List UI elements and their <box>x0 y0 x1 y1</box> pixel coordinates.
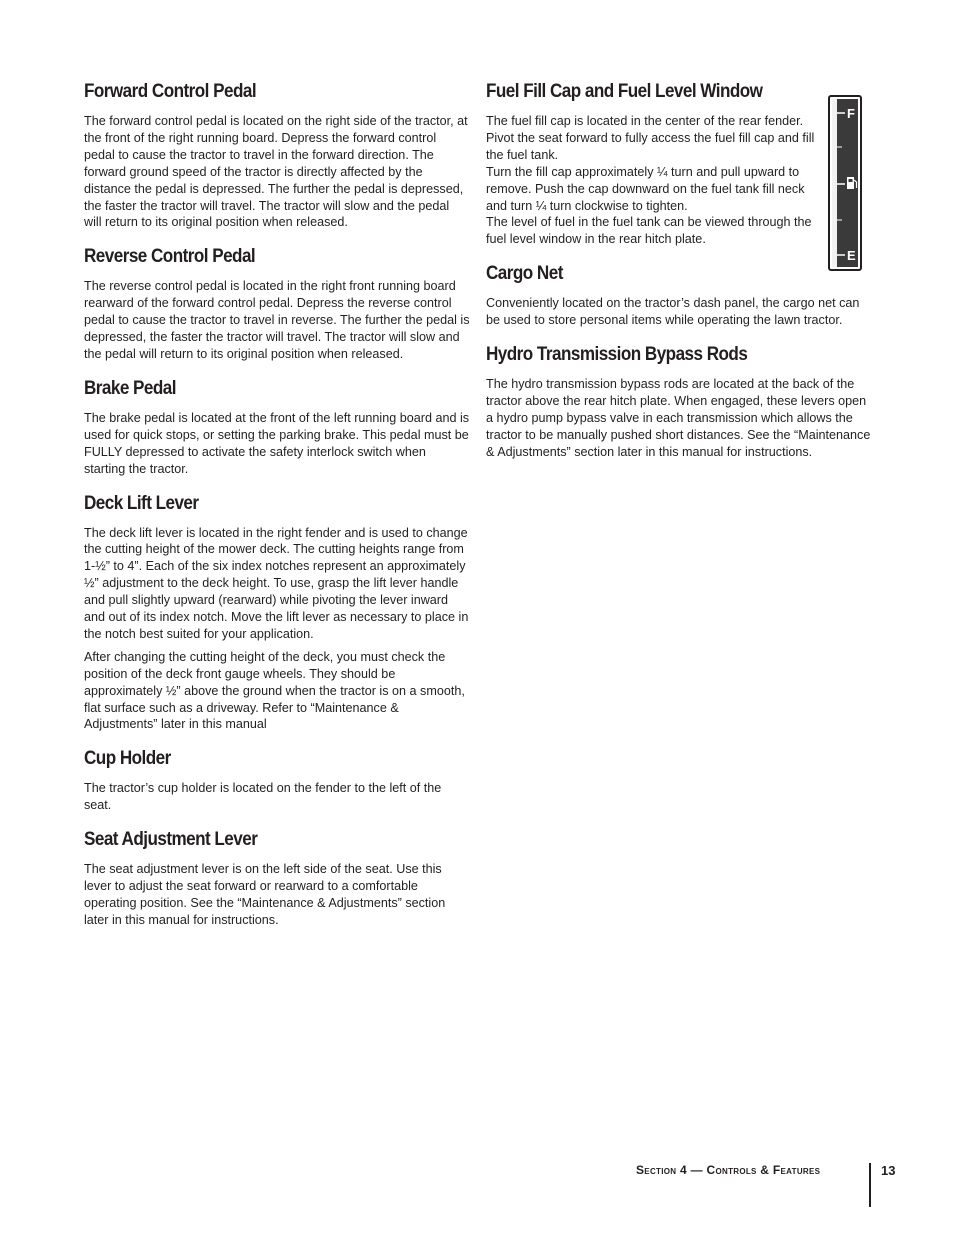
section-fuel-fill-cap <box>486 80 874 248</box>
section-heading: Cup Holder <box>84 748 171 770</box>
section-paragraph: After changing the cutting height of the deck, you must check the position of the deck front gauge wheels. They should be approximately ½” above the ground when the tractor is on a smooth, flat surface such as a driveway. Refer to “Maintenance & Adjustments” later in this manual <box>84 649 465 732</box>
gauge-empty-label: E <box>847 248 856 263</box>
section-paragraph: The level of fuel in the fuel tank can be viewed through the fuel level window in the rear hitch plate. <box>486 215 812 247</box>
section-paragraph: The hydro transmission bypass rods are located at the back of the tractor above the rear hitch plate. When engaged, these levers open a hydro pump bypass valve in each transmission which allows the tractor to be manually pushed short distances. See the “Maintenance & Adjustments” section later in this manual for instructions. <box>486 377 871 459</box>
section-paragraph: Conveniently located on the tractor’s dash panel, the cargo net can be used to store personal items while operating the lawn tractor. <box>486 296 860 328</box>
footer-divider <box>869 1163 871 1207</box>
section-seat-adjustment-lever <box>84 828 470 929</box>
section-paragraph: The reverse control pedal is located in the right front running board rearward of the forward control pedal. Depress the reverse control pedal to cause the tractor to travel in reverse. The further the pedal is depressed, the faster the tractor will travel. The tractor will slow and the pedal will return to its original position when released. <box>84 279 470 361</box>
section-heading: Cargo Net <box>486 263 563 285</box>
fuel-level-gauge <box>828 95 862 271</box>
section-heading: Hydro Transmission Bypass Rods <box>486 344 748 366</box>
gauge-full-label: F <box>847 106 855 121</box>
section-heading: Brake Pedal <box>84 377 176 399</box>
fuel-gauge-graphic <box>828 95 862 271</box>
section-paragraph: The forward control pedal is located on the right side of the tractor, at the front of the right running board. Depress the forward control pedal to cause the tractor to travel in the forward direction. The forward ground speed of the tractor is directly affected by the distance the pedal is depressed. The further the pedal is depressed, the faster the tractor will travel. The tractor will slow and the pedal will return to its original position when released. <box>84 114 468 230</box>
page-number: 13 <box>881 1163 896 1178</box>
right-column <box>486 80 874 475</box>
footer-section-label: Section 4 — Controls & Features <box>636 1163 821 1177</box>
section-hydro-bypass-rods <box>486 343 874 461</box>
section-paragraph: The deck lift lever is located in the right fender and is used to change the cutting height of the mower deck. The cutting heights range from 1-½” to 4”. Each of the six index notches represent an approximately ½” adjustment to the deck height. To use, grasp the lift lever handle and pull slightly upward (rearward) while pivoting the lever inward and out of its index notch. Move the lift lever as necessary to place in the notch best suited for your application. <box>84 525 469 641</box>
section-paragraph: Turn the fill cap approximately ¼ turn and pull upward to remove. Push the cap downward on the fuel tank fill neck and turn ¼ turn clockwise to tighten. <box>486 164 805 213</box>
fuel-text-block <box>486 113 824 248</box>
section-heading: Forward Control Pedal <box>84 81 257 102</box>
section-heading: Deck Lift Lever <box>84 492 199 514</box>
section-paragraph: The fuel fill cap is located in the center of the rear fender. Pivot the seat forward to fully access the fuel fill cap and fill the fuel tank. <box>486 114 815 162</box>
section-cargo-net <box>486 262 874 329</box>
section-forward-control-pedal <box>84 80 470 231</box>
left-column <box>84 80 470 943</box>
section-paragraph: The seat adjustment lever is on the left side of the seat. Use this lever to adjust the seat forward or rearward to a comfortable operating position. See the “Maintenance & Adjustments” section later in this manual for instructions. <box>84 862 446 927</box>
section-heading: Seat Adjustment Lever <box>84 829 258 851</box>
section-cup-holder <box>84 747 470 814</box>
section-heading: Fuel Fill Cap and Fuel Level Window <box>486 81 763 102</box>
section-heading: Reverse Control Pedal <box>84 246 256 268</box>
section-paragraph: The tractor’s cup holder is located on the fender to the left of the seat. <box>84 781 442 813</box>
section-paragraph: The brake pedal is located at the front of the left running board and is used for quick stops, or setting the parking brake. This pedal must be FULLY depressed to activate the safety interlock switch when starting the tractor. <box>84 410 470 476</box>
section-deck-lift-lever <box>84 492 470 734</box>
section-brake-pedal <box>84 377 470 478</box>
section-reverse-control-pedal <box>84 245 470 363</box>
